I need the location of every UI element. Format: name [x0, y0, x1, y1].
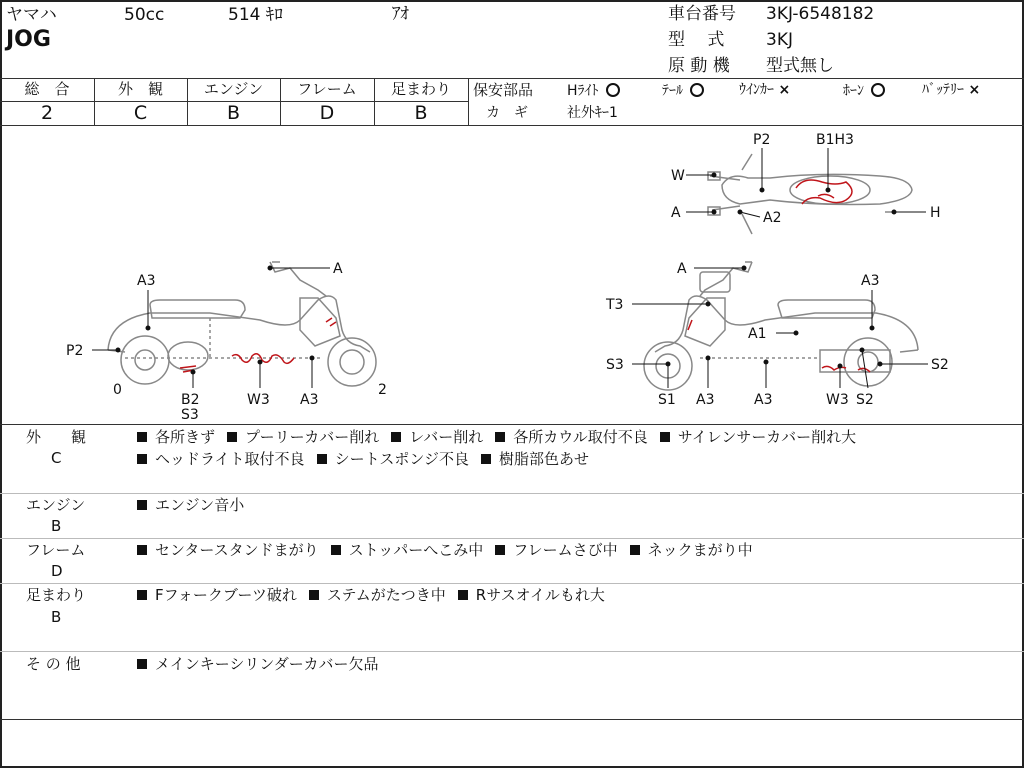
remark-engine-grade: B	[51, 517, 62, 535]
bullet-icon	[495, 545, 505, 555]
label-A2: A2	[763, 210, 782, 226]
remarks-bottom-line	[0, 719, 1024, 720]
label-A: A	[333, 261, 343, 277]
grade-engine-label: エンジン	[203, 80, 264, 98]
label-A3: A3	[861, 273, 880, 289]
label-W3: W3	[826, 392, 849, 408]
grade-exterior-label: 外 観	[117, 80, 163, 98]
grade-exterior-value: C	[133, 102, 148, 124]
label-S1: S1	[658, 392, 676, 408]
key-label: カ ギ	[486, 105, 528, 121]
label-A3: A3	[696, 392, 715, 408]
safety-item-label: ﾃｰﾙ	[662, 83, 683, 99]
remark-suspension-line-1	[137, 588, 617, 603]
bullet-icon	[391, 432, 401, 442]
remark-suspension-title: 足まわり	[26, 586, 87, 604]
bullet-icon	[309, 590, 319, 600]
remark-item: シートスポンジ不良	[317, 452, 469, 467]
remark-item: Rサスオイルもれ大	[458, 588, 605, 603]
safety-item-headlight	[567, 83, 620, 98]
label-A3-bottom: A3	[300, 392, 319, 408]
label-S3: S3	[181, 407, 199, 423]
grade-overall-label: 総 合	[24, 80, 70, 98]
remark-item: ネックまがり中	[630, 543, 753, 558]
grade-overall-value: 2	[40, 102, 54, 124]
scooter-top-view	[708, 154, 912, 234]
remark-frame-line-1	[137, 543, 765, 558]
remark-other-title: そ の 他	[26, 655, 81, 673]
label-P2: P2	[753, 132, 771, 148]
label-B2: B2	[181, 392, 200, 408]
damage-diagram	[0, 126, 1024, 424]
grade-engine-value: B	[226, 102, 241, 124]
label-A: A	[677, 261, 687, 277]
safety-item-label: ｳｲﾝｶｰ	[739, 82, 774, 98]
remark-item: サイレンサーカバー削れ大	[660, 430, 856, 445]
bullet-icon	[495, 432, 505, 442]
remark-item: ヘッドライト取付不良	[137, 452, 305, 467]
label-H: H	[930, 205, 941, 221]
remark-exterior-line-1	[137, 430, 856, 445]
remark-item: 樹脂部色あせ	[481, 452, 589, 467]
remark-frame-title: フレーム	[26, 541, 86, 559]
model-name: JOG	[6, 27, 51, 52]
diagram-labels-right	[605, 261, 949, 408]
label-zero: 0	[113, 382, 122, 398]
remark-suspension-grade: B	[51, 608, 62, 626]
remark-item: レバー削れ	[391, 430, 483, 445]
grade-frame-value: D	[319, 102, 335, 124]
mileage: 514 ｷﾛ	[228, 5, 283, 25]
label-S2: S2	[856, 392, 874, 408]
remark-item: フレームさび中	[495, 543, 617, 558]
bullet-icon	[317, 454, 327, 464]
label-two: 2	[378, 382, 387, 398]
type-label: 型 式	[668, 30, 725, 50]
remark-item: メインキーシリンダーカバー欠品	[137, 657, 379, 672]
section-divider	[0, 493, 1024, 494]
bullet-icon	[458, 590, 468, 600]
status-cross-icon: ×	[968, 82, 981, 98]
label-A1: A1	[748, 326, 767, 342]
label-P2: P2	[66, 343, 84, 359]
remark-exterior-title: 外 観	[26, 428, 87, 446]
label-W3: W3	[247, 392, 270, 408]
bullet-icon	[137, 590, 147, 600]
frame-no: 3KJ-6548182	[766, 4, 875, 24]
remark-item: ステムがたつき中	[309, 588, 446, 603]
grade-suspension-value: B	[414, 102, 428, 124]
engine-type-label: 原 動 機	[668, 56, 730, 76]
remark-other-line-1	[137, 657, 391, 672]
remark-item: 各所カウル取付不良	[495, 430, 648, 445]
bullet-icon	[137, 454, 147, 464]
label-A: A	[671, 205, 681, 221]
grade-frame-label: フレーム	[297, 80, 357, 98]
remark-item: エンジン音小	[137, 498, 244, 513]
status-circle-icon	[606, 83, 620, 97]
label-A3: A3	[137, 273, 156, 289]
remark-item: 各所きず	[137, 430, 215, 445]
type-value: 3KJ	[766, 30, 793, 50]
label-T3: T3	[606, 297, 624, 313]
remark-frame-grade: D	[51, 562, 63, 580]
damage-marks-right	[688, 320, 870, 372]
safety-item-horn	[843, 83, 885, 98]
bullet-icon	[137, 432, 147, 442]
status-circle-icon	[871, 83, 885, 97]
damage-marks-left	[180, 318, 336, 372]
safety-item-battery	[922, 83, 980, 97]
safety-item-winker	[739, 83, 790, 97]
bullet-icon	[630, 545, 640, 555]
section-divider	[0, 538, 1024, 539]
label-A3: A3	[754, 392, 773, 408]
safety-item-label: ﾊﾞｯﾃﾘｰ	[922, 82, 964, 98]
status-cross-icon: ×	[778, 82, 791, 98]
safety-item-tail	[662, 83, 704, 98]
bullet-icon	[137, 500, 147, 510]
remark-item: プーリーカバー削れ	[227, 430, 379, 445]
remark-item: Fフォークブーツ破れ	[137, 588, 297, 603]
remark-item: センタースタンドまがり	[137, 543, 319, 558]
remark-exterior-grade: C	[51, 449, 62, 467]
safety-item-label: Hﾗｲﾄ	[567, 83, 599, 99]
section-divider	[0, 651, 1024, 652]
bullet-icon	[137, 545, 147, 555]
bullet-icon	[227, 432, 237, 442]
bullet-icon	[331, 545, 341, 555]
grade-divider	[468, 78, 469, 125]
frame-no-label: 車台番号	[668, 4, 736, 24]
grade-top-line	[0, 78, 1024, 79]
bullet-icon	[481, 454, 491, 464]
key-value: 社外ｷｰ1	[567, 105, 618, 121]
status-circle-icon	[690, 83, 704, 97]
remarks-top-line	[0, 424, 1024, 425]
remark-engine-title: エンジン	[26, 496, 86, 514]
label-S2: S2	[931, 357, 949, 373]
bullet-icon	[137, 659, 147, 669]
bullet-icon	[660, 432, 670, 442]
remark-item: ストッパーへこみ中	[331, 543, 484, 558]
remark-exterior-line-2	[137, 452, 601, 467]
label-B1H3: B1H3	[816, 132, 854, 148]
label-W: W	[671, 168, 685, 184]
section-divider	[0, 583, 1024, 584]
grade-suspension-label: 足まわり	[390, 80, 451, 98]
color: ｱｵ	[392, 4, 409, 24]
displacement: 50cc	[124, 5, 165, 25]
safety-item-label: ﾎｰﾝ	[843, 83, 864, 99]
label-S3: S3	[606, 357, 624, 373]
safety-title: 保安部品	[473, 81, 534, 99]
maker: ヤマハ	[6, 5, 57, 25]
engine-type-value: 型式無し	[766, 56, 834, 76]
remark-engine-line-1	[137, 498, 256, 513]
